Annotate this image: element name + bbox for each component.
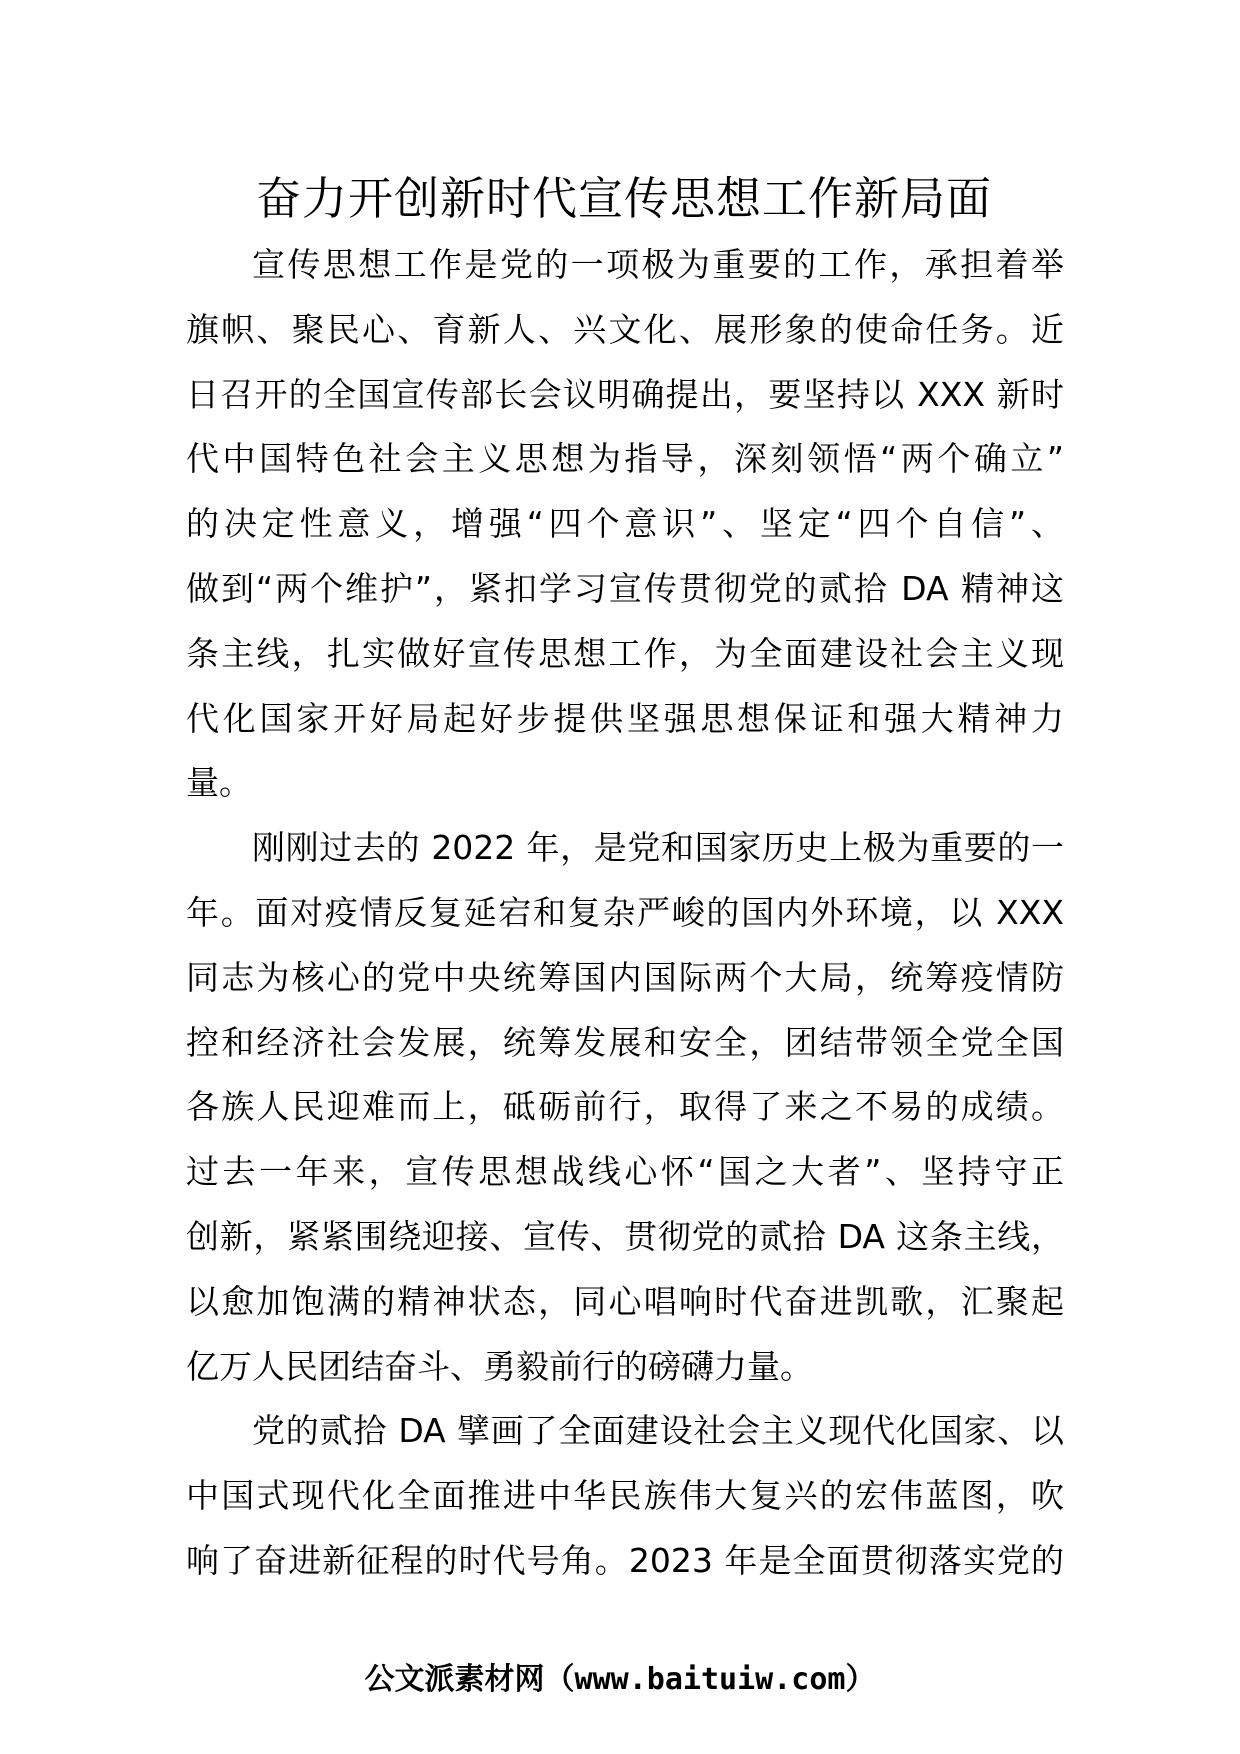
paragraph-line: 的决定性意义，增强“四个意识”、坚定“四个自信”、 [186,504,1064,544]
paragraph-1 [186,233,1064,816]
paragraph-line: 同志为核心的党中央统筹国内国际两个大局，统筹疫情防 [186,957,1064,997]
paragraph-line: 做到“两个维护”，紧扣学习宣传贯彻党的贰拾 DA 精神这 [186,568,1064,608]
paragraph-line: 过去一年来，宣传思想战线心怀“国之大者”、坚持守正 [186,1152,1064,1192]
paragraph-line: 量。 [186,763,252,803]
paragraph-line: 旗帜、聚民心、育新人、兴文化、展形象的使命任务。近 [186,309,1064,349]
paragraph-line: 各族人民迎难而上，砥砺前行，取得了来之不易的成绩。 [186,1087,1064,1127]
paragraph-line: 响了奋进新征程的时代号角。2023 年是全面贯彻落实党的 [186,1540,1064,1580]
paragraph-line: 刚刚过去的 2022 年，是党和国家历史上极为重要的一 [252,828,1064,868]
paragraph-line: 亿万人民团结奋斗、勇毅前行的磅礴力量。 [186,1346,813,1386]
paragraph-line: 党的贰拾 DA 擘画了全面建设社会主义现代化国家、以 [252,1411,1064,1451]
footer-site-name: 公文派素材网 [364,1662,545,1697]
paragraph-line: 以愈加饱满的精神状态，同心唱响时代奋进凯歌，汇聚起 [186,1281,1064,1321]
paragraph-line: 宣传思想工作是党的一项极为重要的工作，承担着举 [252,245,1064,284]
paragraph-line: 代中国特色社会主义思想为指导，深刻领悟“两个确立” [186,439,1064,479]
paragraph-line: 创新，紧紧围绕迎接、宣传、贯彻党的贰拾 DA 这条主线， [186,1216,1064,1256]
footer-close-paren: ） [845,1662,876,1697]
paragraph-line: 代化国家开好局起好步提供坚强思想保证和强大精神力 [186,698,1064,738]
paragraph-line: 年。面对疫情反复延宕和复杂严峻的国内外环境，以 XXX [186,892,1064,932]
paragraph-line: 控和经济社会发展，统筹发展和安全，团结带领全党全国 [186,1022,1064,1062]
footer-url: www.baituiw.com [574,1662,846,1697]
paragraph-line: 日召开的全国宣传部长会议明确提出，要坚持以 XXX 新时 [186,374,1064,414]
paragraph-line: 条主线，扎实做好宣传思想工作，为全面建设社会主义现 [186,633,1064,673]
document-title: 奋力开创新时代宣传思想工作新局面 [255,172,992,225]
page-footer [0,1660,1240,1700]
footer-open-paren: （ [544,1662,575,1697]
paragraph-line: 中国式现代化全面推进中华民族伟大复兴的宏伟蓝图，吹 [186,1476,1064,1516]
paragraph-3 [186,1399,1064,1593]
paragraph-2 [186,816,1064,1399]
document-body [186,233,1064,1594]
